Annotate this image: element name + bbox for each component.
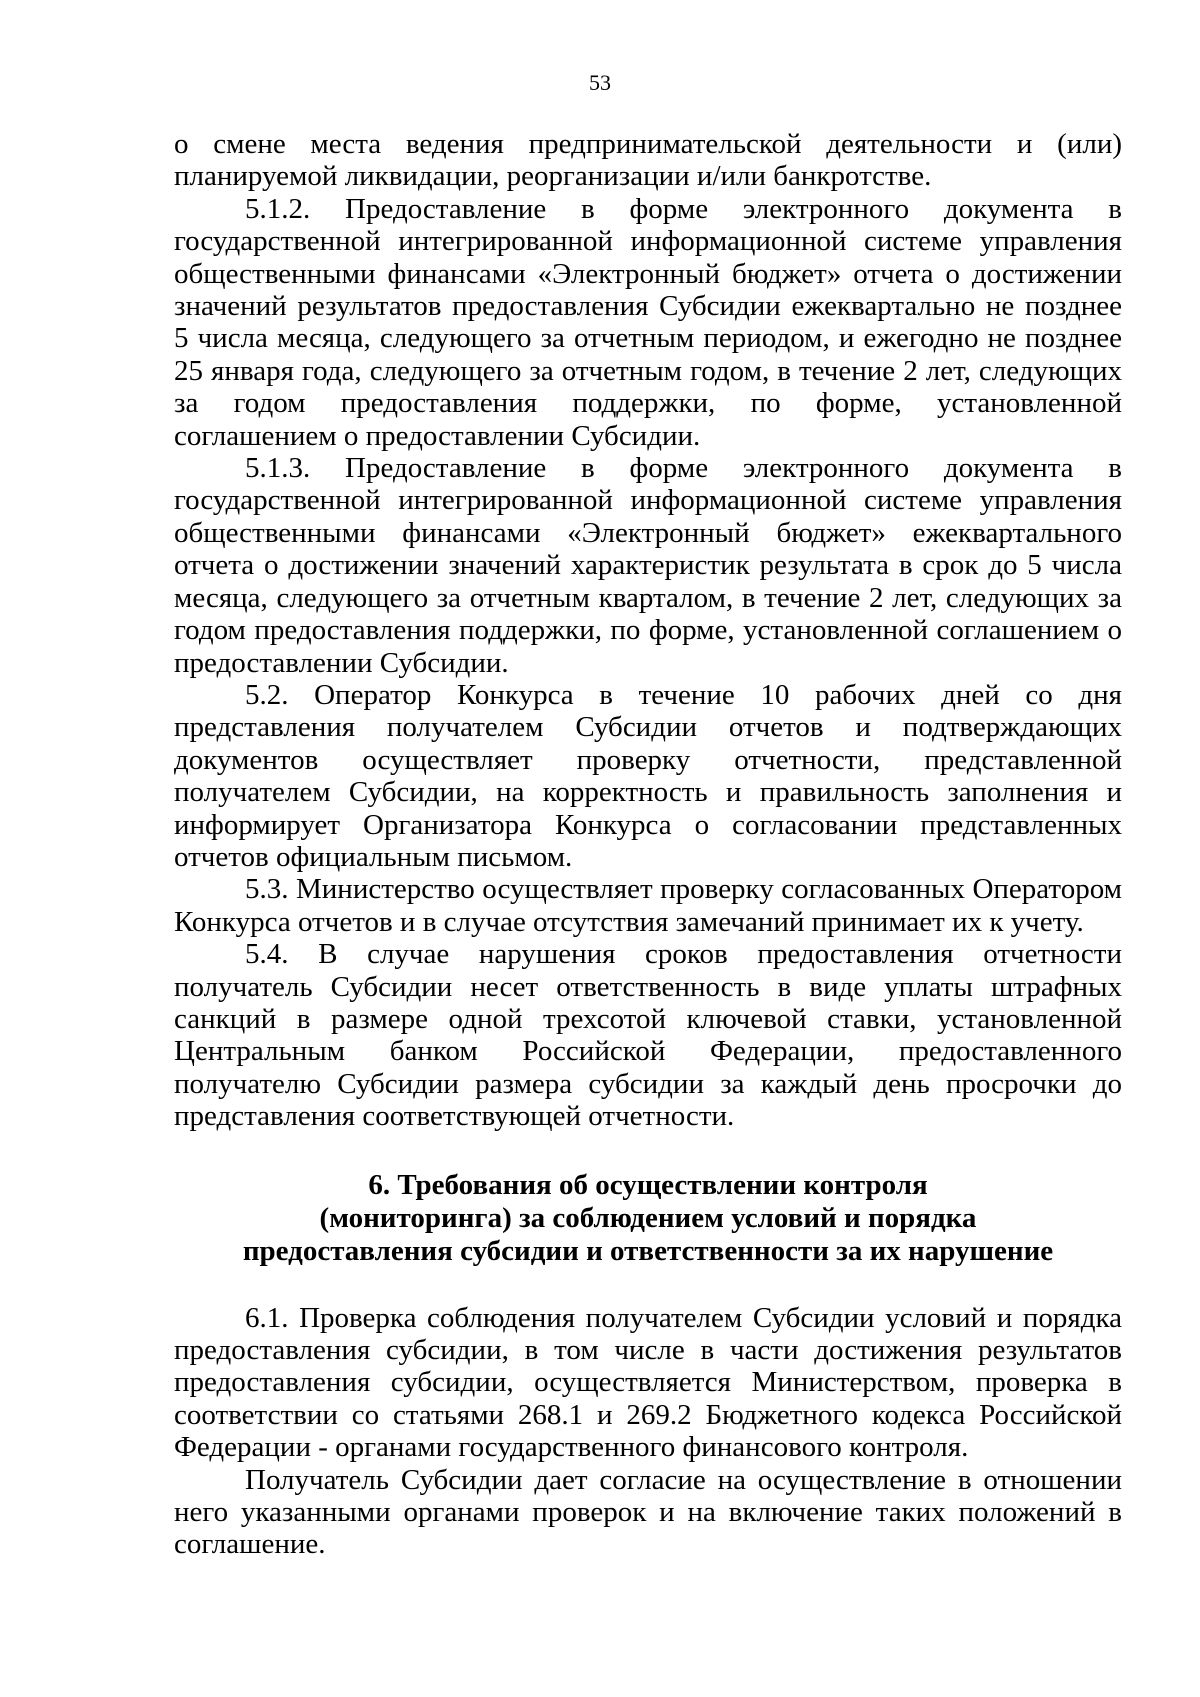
paragraph-6-1: 6.1. Проверка соблюдения получателем Субсидии условий и порядка предоставления субсидии, в том числе в части достижения результатов предоставления субсидии, осуществляется Министерством, проверка в соответствии со статьями 268.1 и 269.2 Бюджетного кодекса Российской Федерации - органами государственного финансового контроля. (174, 1301, 1122, 1464)
paragraph-continuation: о смене места ведения предпринимательской деятельности и (или) планируемой ликвидации, реорганизации и/или банкротстве. (174, 128, 1122, 193)
section-6-heading-line-2: (мониторинга) за соблюдением условий и порядка (319, 1201, 977, 1234)
paragraph-5-2: 5.2. Оператор Конкурса в течение 10 рабочих дней со дня представления получателем Субсидии отчетов и подтверждающих документов осуществляет проверку отчетности, представленной получателем Субсидии, на корректность и правильность заполнения и информирует Организатора Конкурса о согласовании представленных отчетов официальным письмом. (174, 678, 1122, 873)
document-body (174, 128, 1122, 1561)
paragraph-5-4: 5.4. В случае нарушения сроков предоставления отчетности получатель Субсидии несет ответственность в виде уплаты штрафных санкций в размере одной трехсотой ключевой ставки, установленной Центральным банком Российской Федерации, предоставленного получателю Субсидии размера субсидии за каждый день просрочки до представления соответствующей отчетности. (174, 938, 1122, 1133)
paragraph-5-1-2: 5.1.2. Предоставление в форме электронного документа в государственной интегрированной информационной системе управления общественными финансами «Электронный бюджет» отчета о достижении значений результатов предоставления Субсидии ежеквартально не позднее 5 числа месяца, следующего за отчетным периодом, и ежегодно не позднее 25 января года, следующего за отчетным годом, в течение 2 лет, следующих за годом предоставления поддержки, по форме, установленной соглашением о предоставлении Субсидии. (174, 192, 1122, 452)
paragraph-5-3: 5.3. Министерство осуществляет проверку согласованных Оператором Конкурса отчетов и в случае отсутствия замечаний принимает их к учету. (174, 873, 1122, 938)
paragraph-consent: Получатель Субсидии дает согласие на осуществление в отношении него указанными органами проверок и на включение таких положений в соглашение. (174, 1463, 1122, 1561)
paragraph-5-1-3: 5.1.3. Предоставление в форме электронного документа в государственной интегрированной информационной системе управления общественными финансами «Электронный бюджет» ежеквартального отчета о достижении значений характеристик результата в срок до 5 числа месяца, следующего за отчетным кварталом, в течение 2 лет, следующих за годом предоставления поддержки, по форме, установленной соглашением о предоставлении Субсидии. (174, 452, 1122, 679)
section-6-heading-line-3: предоставления субсидии и ответственности за их нарушение (242, 1234, 1054, 1267)
page-number: 53 (589, 70, 611, 95)
section-6-heading (174, 1169, 1122, 1268)
section-6-heading-line-1: 6. Требования об осуществлении контроля (368, 1168, 928, 1201)
